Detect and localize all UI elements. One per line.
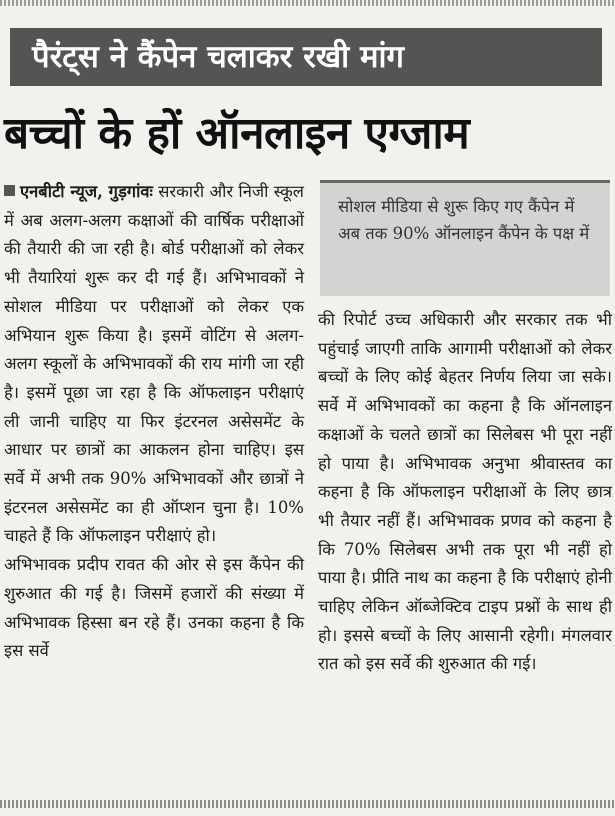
left-column xyxy=(4,178,304,666)
kicker-banner: पैरंट्स ने कैंपेन चलाकर रखी मांग xyxy=(10,28,602,86)
byline: एनबीटी न्यूज, गुड़गांवः xyxy=(20,182,153,201)
pull-quote-text: सोशल मीडिया से शुरू किए गए कैंपेन में अब तक 90% ऑनलाइन कैंपेन के पक्ष में xyxy=(338,197,590,243)
paragraph-2: अभिभावक प्रदीप रावत की ओर से इस कैंपेन की शुरुआत की गई है। जिसमें हजारों की संख्या में अभिभावक हिस्सा बन रहे हैं। उनका कहना है कि इस सर्वे xyxy=(4,555,304,661)
lead-text: सरकारी और निजी स्कूल में अब अलग-अलग कक्षाओं की वार्षिक परीक्षाओं की तैयारी की जा रही है। बोर्ड परीक्षाओं को लेकर भी तैयारियां शुरू कर दी गई हैं। अभिभावकों ने सोशल मीडिया पर परीक्षाओं को लेकर एक अभियान शुरू किया है। इसमें वोटिंग से अलग-अलग स्कूलों के अभिभावकों की राय मांगी जा रही है। इसमें पूछा जा रहा है कि ऑफलाइन परीक्षाएं ली जानी चाहिए या फिर इंटरनल असेसमेंट के आधार पर छात्रों का आकलन होना चाहिए। इस सर्वे में अभी तक 90% अभिभावकों और छात्रों ने इंटरनल असेसमेंट का ही ऑप्शन चुना है। 10% चाहते हैं कि ऑफलाइन परीक्षाएं हो। xyxy=(4,182,304,546)
top-dotted-rule xyxy=(0,0,615,6)
byline-square-icon xyxy=(4,185,15,196)
headline: बच्चों के हों ऑनलाइन एग्जाम xyxy=(4,108,470,159)
paragraph-2-continued: की रिपोर्ट उच्च अधिकारी और सरकार तक भी पहुंचाई जाएगी ताकि आगामी परीक्षाओं को लेकर बच्चों के लिए कोई बेहतर निर्णय लिया जा सके। सर्वे में अभिभावकों का कहना है कि ऑनलाइन कक्षाओं के चलते छात्रों का सिलेबस भी पूरा नहीं हो पाया है। अभिभावक अनुभा श्रीवास्तव का कहना है कि ऑफलाइन परीक्षाओं के लिए छात्र भी तैयार नहीं हैं। अभिभावक प्रणव को कहना है कि 70% सिलेबस अभी तक पूरा भी नहीं हो पाया है। प्रीति नाथ का कहना है कि परीक्षाएं होनी चाहिए लेकिन ऑब्जेक्टिव टाइप प्रश्नों के साथ ही हो। इससे बच्चों के लिए आसानी रहेगी। मंगलवार रात को इस सर्वे की शुरुआत की गई। xyxy=(318,310,612,674)
pull-quote-box xyxy=(320,180,610,296)
bottom-dotted-rule xyxy=(0,800,615,808)
right-column xyxy=(318,306,612,679)
lead-paragraph xyxy=(4,178,304,551)
